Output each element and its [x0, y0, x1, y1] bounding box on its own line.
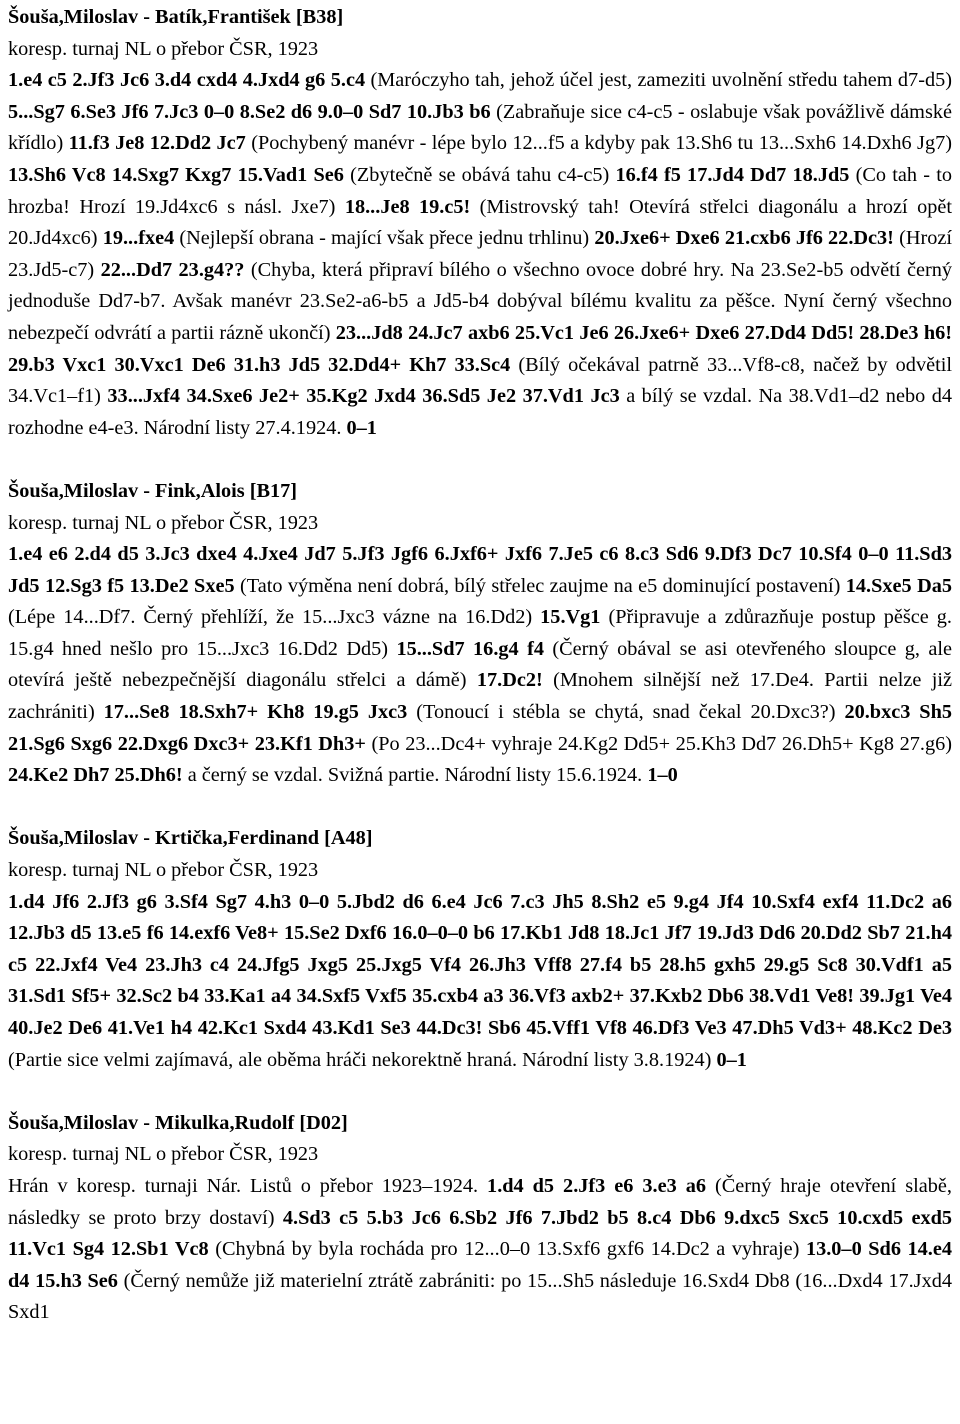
game-entry — [8, 476, 952, 792]
commentary-text: a bílý se vzdal. Na 38.Vd1–d2 nebo d4 rozhodne e4-e3. Národní listy 27.4.1924. — [8, 385, 952, 439]
game-header: Šouša,Miloslav - Fink,Alois [B17] — [8, 479, 298, 502]
commentary-text: (Černý nemůže již materielní ztrátě zabrániti: po 15...Sh5 následuje 16.Sxd4 Db8 (16...Dxd4 17.Jxd4 Sxd1 — [8, 1269, 952, 1324]
commentary-text: (Hrozí 23.Jd5-c7) — [8, 227, 952, 281]
move-text: 33...Jxf4 34.Sxe6 Je2+ 35.Kg2 Jxd4 36.Sd5 Je2 37.Vd1 Jc3 — [107, 385, 620, 408]
move-text: 16.f4 f5 17.Jd4 Dd7 18.Jd5 — [615, 163, 850, 186]
commentary-text: (Černý hraje otevření slabě, následky se proto brzy dostaví) — [8, 1174, 952, 1229]
move-text: 5...Sg7 6.Se3 Jf6 7.Jc3 0–0 8.Se2 d6 9.0–0 Sd7 10.Jb3 b6 — [8, 100, 491, 123]
move-text: 13.Sh6 Vc8 14.Sxg7 Kxg7 15.Vad1 Se6 — [8, 163, 344, 186]
game-event: koresp. turnaj NL o přebor ČSR, 1923 — [8, 37, 319, 60]
game-header: Šouša,Miloslav - Batík,František [B38] — [8, 6, 344, 28]
game-event: koresp. turnaj NL o přebor ČSR, 1923 — [8, 859, 319, 882]
game-entry — [8, 823, 952, 1076]
move-text: 1.d4 Jf6 2.Jf3 g6 3.Sf4 Sg7 4.h3 0–0 5.Jbd2 d6 6.e4 Jc6 7.c3 Jh5 8.Sh2 e5 9.g4 Jf4 10.Sxf4 exf4 11.Dc2 a6 12.Jb3 d5 13.e5 f6 14.exf6 Ve8+ 15.Se2 Dxf6 16.0–0–0 b6 17.Kb1 Jd8 18.Jc1 Jf7 19.Jd3 Dd6 20.Dd2 Sb7 21.h4 c5 22.Jxf4 Ve4 23.Jh3 c4 24.Jfg5 Jxg5 25.Jxg5 Vf4 26.Jh3 Vff8 27.f4 b5 28.h5 gxh5 29.g5 Sc8 30.Vdf1 a5 31.Sd1 Sf5+ 32.Sc2 b4 33.Ka1 a4 34.Sxf5 Vxf5 35.cxb4 a3 36.Vf3 axb2+ 37.Kxb2 Db6 38.Vd1 Ve8! 39.Jg1 Ve4 40.Je2 De6 41.Ve1 h4 42.Kc1 Sxd4 43.Kd1 Se3 44.Dc3! Sb6 45.Vff1 Vf8 46.Df3 Ve3 47.Dh5 Vd3+ 48.Kc2 De3 — [8, 890, 952, 1039]
commentary-text: Hrán v koresp. turnaji Nár. Listů o přebor 1923–1924. — [8, 1174, 488, 1197]
move-text: 23...Jd8 24.Jc7 axb6 25.Vc1 Je6 26.Jxe6+ Dxe6 27.Dd4 Dd5! 28.De3 h6! 29.b3 Vxc1 30.Vxc1 De6 31.h3 Jd5 32.Dd4+ Kh7 33.Sc4 — [8, 321, 952, 376]
move-text: 0–1 — [716, 1048, 747, 1071]
move-text: 17...Se8 18.Sxh7+ Kh8 19.g5 Jxc3 — [103, 701, 408, 724]
game-moves — [8, 1171, 952, 1329]
move-text: 13.0–0 Sd6 14.e4 d4 15.h3 Se6 — [8, 1238, 952, 1292]
game-entry — [8, 2, 952, 444]
game-moves — [8, 539, 952, 792]
commentary-text: (Po 23...Dc4+ vyhraje 24.Kg2 Dd5+ 25.Kh3 Dd7 26.Dh5+ Kg8 27.g6) — [365, 732, 952, 755]
commentary-text: (Co tah - to hrozba! Hrozí 19.Jd4xc6 s násl. Jxe7) — [8, 163, 952, 218]
commentary-text: (Partie sice velmi zajímavá, ale oběma hráči nekorektně hraná. Národní listy 3.8.1924) — [8, 1048, 717, 1071]
commentary-text: (Tato výměna není dobrá, bílý střelec zaujme na e5 dominující postavení) — [234, 574, 846, 597]
move-text: 18...Je8 19.c5! — [344, 195, 471, 218]
move-text: 14.Sxe5 Da5 — [845, 574, 952, 597]
commentary-text: (Chybná by byla rocháda pro 12...0–0 13.Sxf6 gxf6 14.Dc2 a vyhraje) — [208, 1238, 806, 1261]
commentary-text: (Chyba, která připraví bílého o všechno ovoce dobré hry. Na 23.Se2-b5 odvětí černý jednoduše Dd7-b7. Avšak manévr 23.Se2-a6-b5 a Jd5-b4 dobýval bílému kvalitu za pěšce. Nyní černý všechno nebezpečí odvrátí a partii rázně ukončí) — [8, 258, 952, 344]
commentary-text: (Pochybený manévr - lépe bylo 12...f5 a kdyby pak 13.Sh6 tu 13...Sxh6 14.Dxh6 Jg7) — [245, 132, 952, 155]
move-text: 20.bxc3 Sh5 21.Sg6 Sxg6 22.Dxg6 Dxc3+ 23.Kf1 Dh3+ — [8, 701, 952, 755]
commentary-text: a černý se vzdal. Svižná partie. Národní listy 15.6.1924. — [182, 764, 648, 787]
commentary-text: (Černý obával se asi otevřeného sloupce g, ale otevírá ještě nebezpečnější diagonálu střelci a dámě) — [8, 637, 952, 692]
move-text: 4.Sd3 c5 5.b3 Jc6 6.Sb2 Jf6 7.Jbd2 b5 8.c4 Db6 9.dxc5 Sxc5 10.cxd5 exd5 11.Vc1 Sg4 12.Sb1 Vc8 — [8, 1206, 953, 1261]
move-text: 22...Dd7 23.g4?? — [100, 258, 245, 281]
game-event: koresp. turnaj NL o přebor ČSR, 1923 — [8, 1143, 319, 1166]
commentary-text: (Mnohem silnější než 17.De4. Partii nelze již zachrániti) — [8, 669, 952, 724]
commentary-text: (Zabraňuje sice c4-c5 - oslabuje však povážlivě dámské křídlo) — [8, 100, 952, 155]
move-text: 1.e4 e6 2.d4 d5 3.Jc3 dxe4 4.Jxe4 Jd7 5.Jf3 Jgf6 6.Jxf6+ Jxf6 7.Je5 c6 8.c3 Sd6 9.Df3 Dc7 10.Sf4 0–0 11.Sd3 Jd5 12.Sg3 f5 13.De2 Sxe5 — [8, 543, 952, 597]
move-text: 0–1 — [346, 416, 377, 439]
commentary-text: (Lépe 14...Df7. Černý přehlíží, že 15...Jxc3 vázne na 16.Dd2) — [8, 606, 541, 629]
commentary-text: (Mistrovský tah! Otevírá střelci diagonálu a hrozí opět 20.Jd4xc6) — [8, 195, 952, 250]
commentary-text: (Zbytečně se obává tahu c4-c5) — [343, 163, 616, 186]
move-text: 17.Dc2! — [476, 669, 543, 692]
game-header: Šouša,Miloslav - Mikulka,Rudolf [D02] — [8, 1111, 348, 1134]
move-text: 1.e4 c5 2.Jf3 Jc6 3.d4 cxd4 4.Jxd4 g6 5.c4 — [8, 69, 366, 92]
commentary-text: (Maróczyho tah, jehož účel jest, zameziti uvolnění středu tahem d7-d5) — [365, 69, 952, 92]
move-text: 24.Ke2 Dh7 25.Dh6! — [8, 764, 183, 787]
game-moves — [8, 65, 952, 444]
commentary-text: (Nejlepší obrana - mající však přece jednu trhlinu) — [174, 227, 595, 250]
commentary-text: (Bílý očekával patrně 33...Vf8-c8, načež by odvětil 34.Vc1–f1) — [8, 353, 952, 408]
move-text: 20.Jxe6+ Dxe6 21.cxb6 Jf6 22.Dc3! — [594, 227, 894, 250]
game-event: koresp. turnaj NL o přebor ČSR, 1923 — [8, 511, 319, 534]
game-header: Šouša,Miloslav - Krtička,Ferdinand [A48] — [8, 827, 373, 850]
move-text: 19...fxe4 — [102, 227, 175, 250]
commentary-text: (Připravuje a zdůrazňuje postup pěšce g. 15.g4 hned nešlo pro 15...Jxc3 16.Dd2 Dd5) — [8, 606, 953, 660]
move-text: 11.f3 Je8 12.Dd2 Jc7 — [68, 132, 246, 155]
move-text: 15...Sd7 16.g4 f4 — [396, 637, 544, 660]
game-moves — [8, 887, 952, 1077]
game-entry — [8, 1108, 952, 1329]
move-text: 1.d4 d5 2.Jf3 e6 3.e3 a6 — [487, 1174, 707, 1197]
move-text: 15.Vg1 — [540, 606, 601, 629]
commentary-text: (Tonoucí i stébla se chytá, snad čekal 20.Dxc3?) — [407, 701, 845, 724]
move-text: 1–0 — [647, 764, 678, 787]
